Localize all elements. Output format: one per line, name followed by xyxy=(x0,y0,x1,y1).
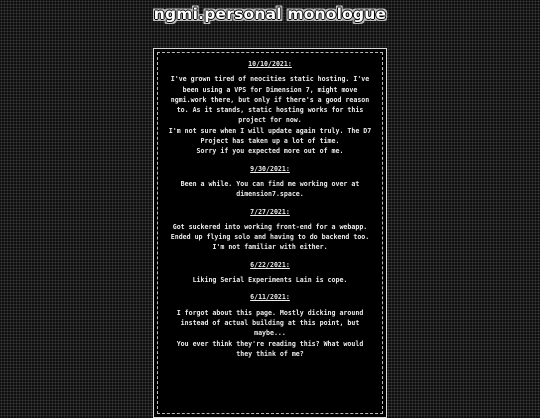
entry-body xyxy=(167,179,373,200)
entry xyxy=(167,260,373,286)
entry-body xyxy=(167,275,373,285)
entry xyxy=(167,59,373,157)
entry-date: 6/22/2021: xyxy=(250,260,290,269)
entry-paragraph: Got suckered into working front-end for a webapp. Ended up flying solo and having to do backend too. I'm not familiar with either. xyxy=(170,222,370,252)
entry-paragraph: You ever think they're reading this? What would they think of me? xyxy=(176,339,364,358)
entry-body xyxy=(167,74,373,156)
entry xyxy=(167,207,373,253)
monologue-frame xyxy=(157,52,383,414)
entry-paragraph: Been a while. You can find me working over at dimension7.space. xyxy=(180,179,360,199)
entry-paragraph: I'm not sure when I will update again truly. The D7 Project has taken up a lot of time. xyxy=(168,126,372,146)
entry-date: 10/10/2021: xyxy=(248,60,292,68)
entry-body xyxy=(167,308,373,359)
entry-body xyxy=(167,222,373,253)
entry-paragraph: Sorry if you expected more out of me. xyxy=(196,147,344,156)
page-title: ngmi.personal monologue xyxy=(153,5,387,23)
entry-paragraph: I've grown tired of neocities static hosting. I've been using a VPS for Dimension 7, might move ngmi.work there, but only if there's a good reason to. As it stands, static hosting works for this project for now. xyxy=(170,75,370,125)
entry-paragraph: Liking Serial Experiments Lain is cope. xyxy=(192,276,348,285)
entry-date: 6/11/2021: xyxy=(250,293,290,302)
entry xyxy=(167,292,373,359)
monologue-panel xyxy=(153,48,387,418)
entry-paragraph: I forgot about this page. Mostly dicking around instead of actual building at this point, but maybe... xyxy=(176,308,364,338)
entry xyxy=(167,164,373,200)
entry-date: 9/30/2021: xyxy=(250,164,290,173)
entry-date: 7/27/2021: xyxy=(250,207,290,216)
